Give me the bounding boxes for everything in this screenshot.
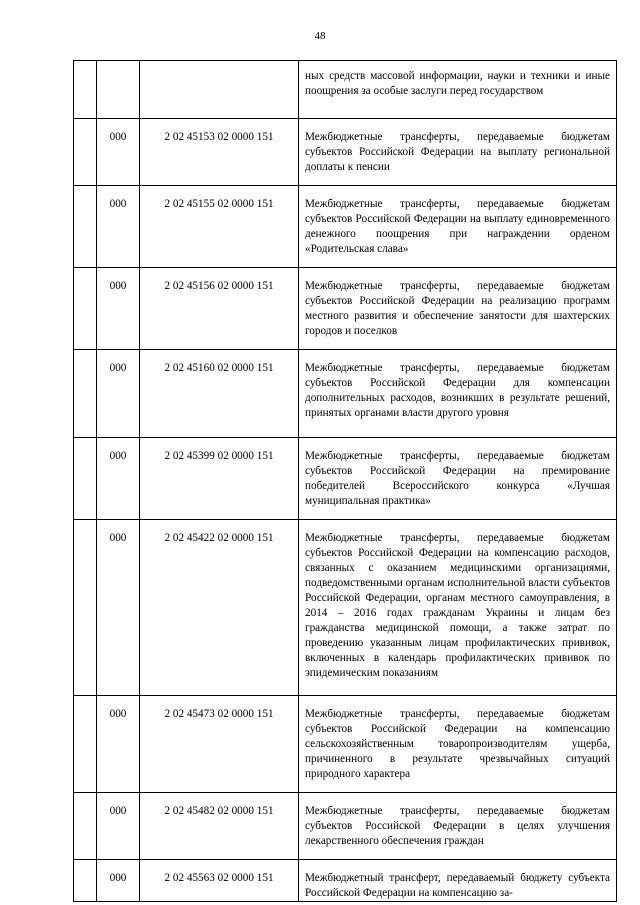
admin-code-cell: 000 xyxy=(97,860,140,902)
admin-code-cell: 000 xyxy=(97,793,140,860)
blank-cell xyxy=(74,350,97,438)
table-row xyxy=(74,350,617,438)
classification-code-cell: 2 02 45473 02 0000 151 xyxy=(140,696,299,793)
admin-code-cell: 000 xyxy=(97,696,140,793)
blank-cell xyxy=(74,61,97,119)
classification-code-cell: 2 02 45156 02 0000 151 xyxy=(140,268,299,350)
table-row xyxy=(74,61,617,119)
blank-cell xyxy=(74,520,97,696)
table-row xyxy=(74,119,617,186)
page-number: 48 xyxy=(314,30,326,42)
classification-code-cell: 2 02 45155 02 0000 151 xyxy=(140,186,299,268)
table-row xyxy=(74,520,617,696)
classification-code-cell: 2 02 45422 02 0000 151 xyxy=(140,520,299,696)
admin-code-cell: 000 xyxy=(97,119,140,186)
description-cell: ных средств массовой информации, науки и техники и иные поощрения за особые заслуги перед государством xyxy=(299,61,617,119)
blank-cell xyxy=(74,438,97,520)
description-cell: Межбюджетные трансферты, передаваемые бюджетам субъектов Российской Федерации на премирование победителей Всероссийского конкурса «Лучшая муниципальная практика» xyxy=(299,438,617,520)
blank-cell xyxy=(74,186,97,268)
admin-code-cell: 000 xyxy=(97,520,140,696)
admin-code-cell xyxy=(97,61,140,119)
description-cell: Межбюджетные трансферты, передаваемые бюджетам субъектов Российской Федерации в целях улучшения лекарственного обеспечения граждан xyxy=(299,793,617,860)
admin-code-cell: 000 xyxy=(97,268,140,350)
admin-code-cell: 000 xyxy=(97,186,140,268)
description-cell: Межбюджетные трансферты, передаваемые бюджетам субъектов Российской Федерации для компенсации дополнительных расходов, возникших в результате решений, принятых органами власти другого уровня xyxy=(299,350,617,438)
admin-code-cell: 000 xyxy=(97,438,140,520)
table-row xyxy=(74,696,617,793)
table-row xyxy=(74,438,617,520)
table-row xyxy=(74,268,617,350)
table-row xyxy=(74,793,617,860)
classification-code-cell: 2 02 45399 02 0000 151 xyxy=(140,438,299,520)
classification-code-cell: 2 02 45482 02 0000 151 xyxy=(140,793,299,860)
blank-cell xyxy=(74,696,97,793)
description-cell: Межбюджетные трансферты, передаваемые бюджетам субъектов Российской Федерации на реализацию программ местного развития и обеспечение занятости для шахтерских городов и поселков xyxy=(299,268,617,350)
table-row xyxy=(74,186,617,268)
description-cell: Межбюджетные трансферты, передаваемые бюджетам субъектов Российской Федерации на выплату региональной доплаты к пенсии xyxy=(299,119,617,186)
classification-code-cell: 2 02 45160 02 0000 151 xyxy=(140,350,299,438)
blank-cell xyxy=(74,119,97,186)
description-cell: Межбюджетные трансферты, передаваемые бюджетам субъектов Российской Федерации на выплату единовременного денежного поощрения при награждении орденом «Родительская слава» xyxy=(299,186,617,268)
classification-code-cell: 2 02 45153 02 0000 151 xyxy=(140,119,299,186)
table-row xyxy=(74,860,617,902)
blank-cell xyxy=(74,793,97,860)
description-cell: Межбюджетные трансферты, передаваемые бюджетам субъектов Российской Федерации на компенсацию расходов, связанных с оказанием медицинскими организациями, подведомственными органам исполнительной власти субъектов Российской Федерации, органам местного самоуправления, в 2014 – 2016 годах гражданам Украины и лицам без гражданства медицинской помощи, а также затрат по проведению указанным лицам профилактических прививок, включенных в календарь профилактических прививок по эпидемическим показаниям xyxy=(299,520,617,696)
classification-code-cell xyxy=(140,61,299,119)
blank-cell xyxy=(74,860,97,902)
description-cell: Межбюджетный трансферт, передаваемый бюджету субъекта Российской Федерации на компенсацию за- xyxy=(299,860,617,902)
description-cell: Межбюджетные трансферты, передаваемые бюджетам субъектов Российской Федерации на компенсацию сельскохозяйственным товаропроизводителям ущерба, причиненного в результате чрезвычайных ситуаций природного характера xyxy=(299,696,617,793)
blank-cell xyxy=(74,268,97,350)
income-codes-table xyxy=(73,60,617,902)
classification-code-cell: 2 02 45563 02 0000 151 xyxy=(140,860,299,902)
admin-code-cell: 000 xyxy=(97,350,140,438)
